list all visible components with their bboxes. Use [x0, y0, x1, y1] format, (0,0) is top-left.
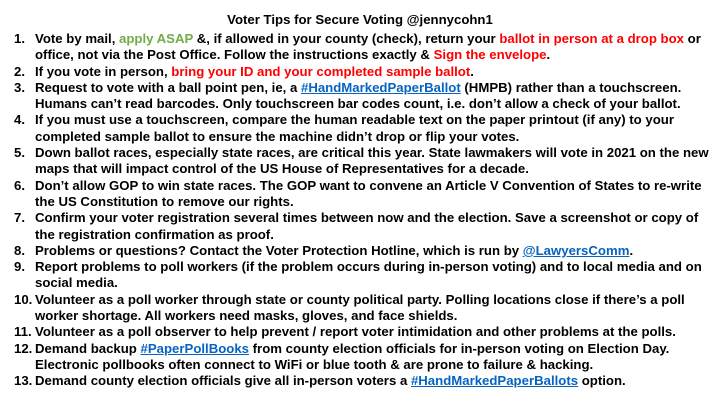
- hashtag-link[interactable]: @LawyersComm: [522, 242, 630, 258]
- tip-item: [0, 341, 720, 374]
- tip-item: [0, 80, 720, 113]
- tip-item: [0, 243, 720, 259]
- tip-text: [35, 341, 713, 374]
- highlighted-text-red: bring your ID and your completed sample ballot: [171, 63, 471, 79]
- tip-text: [35, 31, 713, 64]
- tip-text: [35, 178, 713, 211]
- tip-text: [35, 292, 713, 325]
- tip-number: 9.: [14, 259, 25, 275]
- tip-item: [0, 324, 720, 340]
- tip-text: [35, 324, 713, 340]
- tip-text: [35, 210, 713, 243]
- tip-text-segment: If you vote in person,: [35, 63, 172, 79]
- tip-text-segment: (HMPB) rather than a touchscreen. Humans can’t read barcodes. Only touchscreen bar codes count, i.e. don’t allow a check of your ballot.: [35, 79, 682, 112]
- tip-item: [0, 373, 720, 389]
- tips-list: [0, 31, 720, 390]
- tip-number: 8.: [14, 242, 25, 258]
- tip-text-segment: from county election officials for in-person voting on Election Day. Electronic pollbooks often connect to WiFi or blue tooth & are prone to failure & hacking.: [35, 340, 670, 372]
- tip-item: [0, 31, 720, 64]
- tip-item: [0, 210, 720, 243]
- tip-text-segment: Down ballot races, especially state races, are critical this year. State lawmakers will vote in 2021 on the new maps that will impact control of the US House of Representatives for a decade.: [35, 145, 709, 177]
- hashtag-link[interactable]: #PaperPollBooks: [140, 340, 249, 356]
- tip-text-segment: Request to vote with a ball point pen, ie, a: [35, 79, 301, 95]
- tip-text: [35, 112, 713, 145]
- tip-item: [0, 112, 720, 145]
- tip-text-segment: &, if allowed in your county (check), return your: [193, 31, 500, 46]
- tip-text-segment: Don’t allow GOP to win state races. The GOP want to convene an Article V Convention of States to re-write the US Constitution to remove our rights.: [35, 177, 702, 209]
- highlighted-text-green: apply ASAP: [119, 31, 194, 46]
- tip-item: [0, 178, 720, 211]
- tip-text-segment: Volunteer as a poll worker through state or county political party. Polling locations close if there’s a poll worker shortage. All workers need masks, gloves, and face shields.: [35, 291, 685, 324]
- tip-text-segment: or office, not via the Post Office. Follow the instructions exactly &: [35, 31, 701, 63]
- tip-text-segment: If you must use a touchscreen, compare the human readable text on the paper printout (if any) to your completed sample ballot to ensure the machine didn’t drop or flip your votes.: [35, 112, 674, 144]
- tip-text-segment: option.: [578, 373, 626, 389]
- tip-item: [0, 259, 720, 292]
- slide-title: Voter Tips for Secure Voting @jennycohn1: [227, 12, 493, 27]
- tip-item: [0, 292, 720, 325]
- tip-text-segment: Vote by mail,: [35, 31, 120, 46]
- tip-text: [35, 64, 713, 80]
- tip-number: 2.: [14, 63, 25, 79]
- tip-text: [35, 80, 713, 113]
- tip-text-segment: .: [629, 242, 634, 258]
- highlighted-text-red: Sign the envelope: [433, 47, 547, 63]
- tip-text-segment: Demand county election officials give all in-person voters a: [35, 373, 411, 389]
- hashtag-link[interactable]: #HandMarkedPaperBallot: [300, 79, 461, 95]
- tip-number: 11.: [14, 324, 32, 340]
- hashtag-link[interactable]: #HandMarkedPaperBallots: [410, 373, 579, 389]
- tip-text: [35, 373, 713, 389]
- tip-number: 12.: [14, 340, 33, 356]
- tip-number: 5.: [14, 145, 25, 161]
- tip-number: 13.: [14, 373, 33, 389]
- tip-text-segment: .: [470, 63, 474, 79]
- tip-number: 4.: [14, 112, 25, 128]
- tip-number: 7.: [14, 210, 25, 226]
- tip-number: 10.: [14, 291, 33, 307]
- tip-text-segment: Confirm your voter registration several times between now and the election. Save a screenshot or copy of the registration confirmation as proof.: [35, 210, 699, 242]
- tip-text-segment: Report problems to poll workers (if the problem occurs during in-person voting) and to local media and on social media.: [35, 259, 702, 291]
- tip-item: [0, 64, 720, 80]
- tip-number: 1.: [14, 31, 25, 46]
- tip-text-segment: Problems or questions? Contact the Voter Protection Hotline, which is run by: [35, 242, 523, 258]
- tip-text-segment: .: [546, 47, 551, 63]
- tip-item: [0, 145, 720, 178]
- tip-text: [35, 145, 713, 178]
- tip-number: 3.: [14, 79, 25, 95]
- tip-text: [35, 243, 713, 259]
- tip-text-segment: Volunteer as a poll observer to help prevent / report voter intimidation and other problems at the polls.: [35, 324, 676, 340]
- tip-text-segment: Demand backup: [35, 340, 141, 356]
- tip-text: [35, 259, 713, 292]
- tip-number: 6.: [14, 177, 25, 193]
- highlighted-text-red: ballot in person at a drop box: [499, 31, 684, 46]
